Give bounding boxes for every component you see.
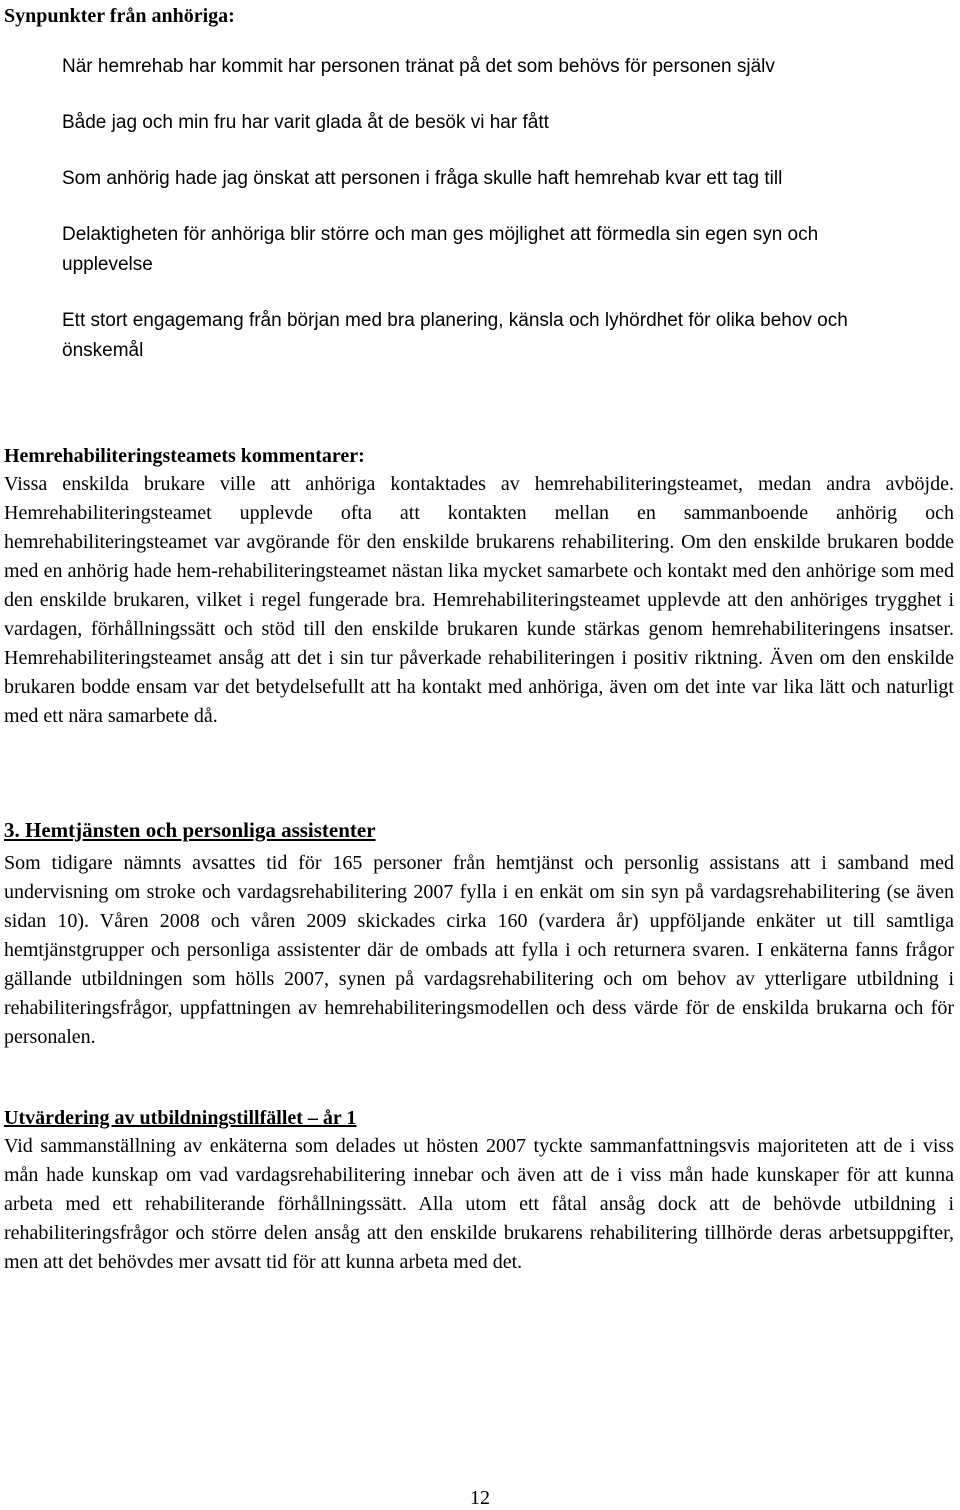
evaluation-body: Vid sammanställning av enkäterna som delades ut hösten 2007 tyckte sammanfattningsvis majoriteten att de i viss mån hade kunskap om vad vardagsrehabilitering innebar och även att de i viss mån hade kunskaper för att kunna arbeta med ett rehabiliterande förhållningssätt. Alla utom ett fåtal ansåg dock att de behövde utbildning i rehabiliteringsfrågor och större delen ansåg att den enskilde brukarens rehabilitering tillhörde deras arbetsuppgifter, men att det behövdes mer avsatt tid för att kunna arbeta med det. xyxy=(4,1135,954,1273)
page-number: 12 xyxy=(470,1487,490,1509)
team-comments-body-container xyxy=(4,470,954,731)
relatives-heading: Synpunkter från anhöriga: xyxy=(4,5,235,27)
relatives-quote: Som anhörig hade jag önskat att personen i fråga skulle haft hemrehab kvar ett tag till xyxy=(62,168,783,189)
relatives-quote: Både jag och min fru har varit glada åt de besök vi har fått xyxy=(62,112,549,133)
relatives-quote: Ett stort engagemang från början med bra planering, känsla och lyhördhet för olika behov och önskemål xyxy=(62,310,848,361)
relatives-quote-list xyxy=(62,52,902,392)
evaluation-heading: Utvärdering av utbildningstillfället – år 1 xyxy=(4,1107,357,1129)
team-comments-body: Vissa enskilda brukare ville att anhöriga kontaktades av hemrehabiliteringsteamet, medan andra avböjde. Hemrehabiliteringsteamet upplevde ofta att kontakten mellan en sammanboende anhörig och hemrehabiliteringsteamet var avgörande för den enskilde brukarens rehabilitering. Om den enskilde brukaren bodde med en anhörig hade hem-rehabiliteringsteamet nästan lika mycket samarbete och kontakt med den anhörige som med den enskilde brukaren, vilket i regel fungerade bra. Hemrehabiliteringsteamet upplevde att den anhöriges trygghet i vardagen, förhållningssätt och stöd till den enskilde brukaren kunde stärkas genom hemrehabiliteringens insatser. Hemrehabiliteringsteamet ansåg att det i sin tur påverkade rehabiliteringen i positiv riktning. Även om den enskilde brukaren bodde ensam var det betydelsefullt att ha kontakt med anhöriga, även om det inte var lika lätt och naturligt med ett nära samarbete då. xyxy=(4,473,954,727)
section-3-heading: 3. Hemtjänsten och personliga assistenter xyxy=(4,818,376,842)
section-3-body: Som tidigare nämnts avsattes tid för 165 personer från hemtjänst och personlig assistans att i samband med undervisning om stroke och vardagsrehabilitering 2007 fylla i en enkät om sin syn på vardagsrehabilitering (se även sidan 10). Våren 2008 och våren 2009 skickades cirka 160 (vardera år) uppföljande enkäter ut till samtliga hemtjänstgrupper och personliga assistenter där de ombads att fylla i och returnera svaren. I enkäterna fanns frågor gällande utbildningen som hölls 2007, synen på vardagsrehabilitering och om behov av ytterligare utbildning i rehabiliteringsfrågor, uppfattningen av hemrehabiliteringsmodellen och dess värde för de enskilda brukarna och för personalen. xyxy=(4,852,954,1048)
relatives-quote: Delaktigheten för anhöriga blir större och man ges möjlighet att förmedla sin egen syn och upplevelse xyxy=(62,224,819,275)
evaluation-body-container xyxy=(4,1132,954,1277)
team-comments-heading: Hemrehabiliteringsteamets kommentarer: xyxy=(4,445,365,467)
section-3-body-container xyxy=(4,849,954,1052)
relatives-quote: När hemrehab har kommit har personen tränat på det som behövs för personen själv xyxy=(62,56,775,77)
